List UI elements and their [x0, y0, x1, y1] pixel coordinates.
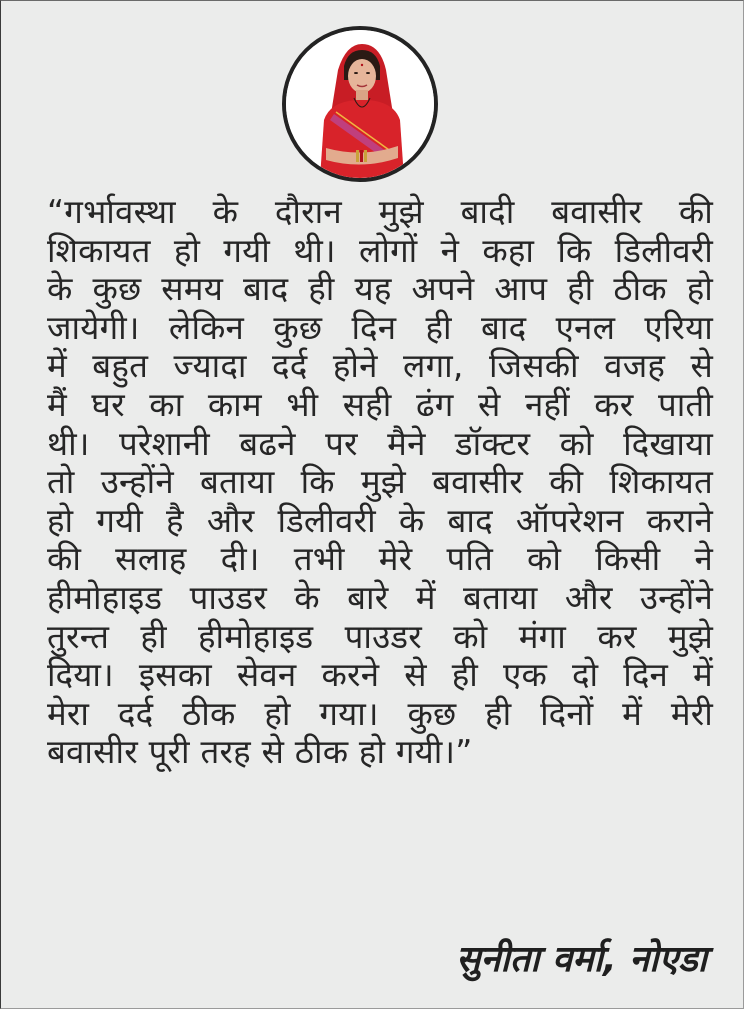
- quote-line: में बहुत ज्यादा दर्द होने लगा, जिसकी वजह से: [47, 346, 713, 386]
- quote-line: शिकायत हो गयी थी। लोगों ने कहा कि डिलीवरी: [47, 230, 713, 270]
- quote-line: की सलाह दी। तभी मेरे पति को किसी ने: [47, 539, 713, 579]
- quote-line: तुरन्त ही हीमोहाइड पाउडर को मंगा कर मुझे: [47, 616, 713, 656]
- quote-line: तो उन्होंने बताया कि मुझे बवासीर की शिकायत: [47, 462, 713, 502]
- quote-line: थी। परेशानी बढने पर मैने डॉक्टर को दिखाया: [47, 423, 713, 463]
- quote-line: जायेगी। लेकिन कुछ दिन ही बाद एनल एरिया: [47, 307, 713, 347]
- quote-line: दिया। इसका सेवन करने से ही एक दो दिन में: [47, 655, 713, 695]
- quote-line: मैं घर का काम भी सही ढंग से नहीं कर पाती: [47, 384, 713, 424]
- quote-line: “गर्भावस्था के दौरान मुझे बादी बवासीर की: [47, 192, 713, 231]
- quote-line: मेरा दर्द ठीक हो गया। कुछ ही दिनों में मेरी: [47, 693, 713, 733]
- testimonial-quote: [47, 193, 713, 772]
- quote-line: हो गयी है और डिलीवरी के बाद ऑपरेशन कराने: [47, 500, 713, 540]
- quote-line: बवासीर पूरी तरह से ठीक हो गयी।”: [47, 732, 473, 772]
- signature: सुनीता वर्मा, नोएडा: [456, 939, 707, 980]
- woman-portrait-icon: [286, 30, 434, 178]
- quote-line: के कुछ समय बाद ही यह अपने आप ही ठीक हो: [47, 269, 713, 309]
- quote-line: हीमोहाइड पाउडर के बारे में बताया और उन्होंने: [47, 577, 713, 617]
- portrait-photo: [282, 26, 438, 182]
